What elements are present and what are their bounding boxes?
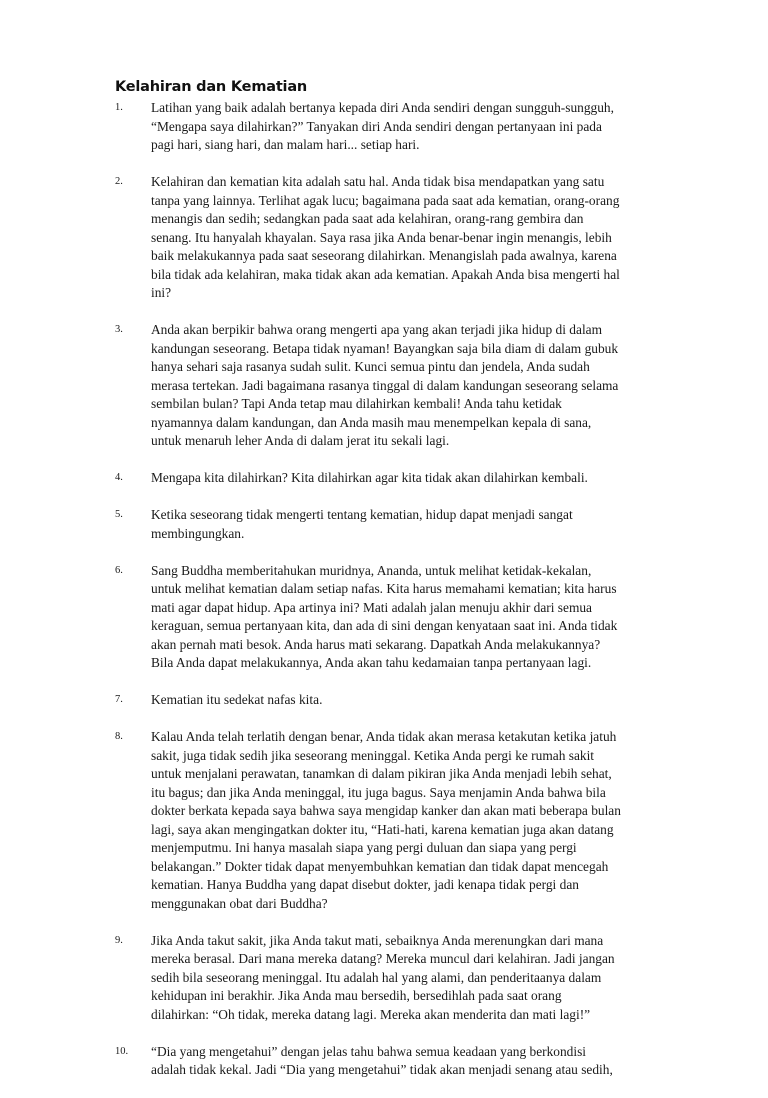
list-item-line: Bila Anda dapat melakukannya, Anda akan tahu kedamaian tanpa pertanyaan lagi. xyxy=(151,655,592,670)
list-item-line: kematian. Hanya Buddha yang dapat disebut dokter, jadi kenapa tidak pergi dan xyxy=(151,877,579,892)
list-item-line: bila tidak ada kelahiran, maka tidak akan ada kematian. Apakah Anda bisa mengerti hal xyxy=(151,266,620,282)
list-item-line: sembilan bulan? Tapi Anda tetap mau dilahirkan kembali! Anda tahu ketidak xyxy=(151,396,562,411)
list-item-line: senang. Itu hanyalah khayalan. Saya rasa jika Anda benar-benar ingin menangis, lebih xyxy=(151,229,612,245)
list-item xyxy=(115,562,655,673)
list-item-line: “Dia yang mengetahui” dengan jelas tahu bahwa semua keadaan yang berkondisi xyxy=(151,1043,587,1059)
list-item-line: Kelahiran dan kematian kita adalah satu hal. Anda tidak bisa mendapatkan yang satu xyxy=(151,174,605,189)
list-item-line: Sang Buddha memberitahukan muridnya, Ananda, untuk melihat ketidak-kekalan, xyxy=(151,562,592,578)
list-item-line: adalah tidak kekal. Jadi “Dia yang mengetahui” tidak akan menjadi senang atau sedih, xyxy=(151,1062,613,1077)
list-item-line: “Mengapa saya dilahirkan?” Tanyakan diri Anda sendiri dengan pertanyaan ini pada xyxy=(151,118,602,134)
list-item-number: 10. xyxy=(115,1045,129,1057)
list-item xyxy=(115,99,655,155)
list-item-line: belakangan.” Dokter tidak dapat menyembuhkan kematian dan tidak dapat mencegah xyxy=(151,858,609,874)
list-item-line: mati agar dapat hidup. Apa artinya ini? Mati adalah jalan menuju akhir dari semua xyxy=(151,599,592,615)
list-item-line: akan pernah mati besok. Anda harus mati sekarang. Dapatkah Anda melakukannya? xyxy=(151,636,601,652)
list-item-line: menjemputmu. Ini hanya masalah siapa yang pergi duluan dan siapa yang pergi xyxy=(151,840,577,855)
list-item xyxy=(115,691,655,710)
list-item-line: pagi hari, siang hari, dan malam hari... setiap hari. xyxy=(151,137,420,152)
list-item-line: ini? xyxy=(151,285,172,300)
list-item-line: Kematian itu sedekat nafas kita. xyxy=(151,692,323,707)
list-item-number: 9. xyxy=(115,934,123,946)
list-item-number: 2. xyxy=(115,176,123,187)
list-item xyxy=(115,1043,655,1080)
list-item-line: Jika Anda takut sakit, jika Anda takut mati, sebaiknya Anda merenungkan dari mana xyxy=(151,932,604,948)
numbered-list xyxy=(115,99,655,1098)
list-item xyxy=(115,932,655,1025)
list-item-number: 8. xyxy=(115,731,123,742)
list-item-number: 6. xyxy=(115,564,123,576)
list-item-line: sedih bila seseorang meninggal. Itu adalah hal yang alami, dan penderitaanya dalam xyxy=(151,969,602,985)
list-item xyxy=(115,469,655,488)
list-item-line: nyamannya dalam kandungan, dan Anda masih mau menempelkan kepala di sana, xyxy=(151,414,592,430)
list-item-number: 5. xyxy=(115,509,123,520)
list-item-line: kandungan seseorang. Betapa tidak nyaman! Bayangkan saja bila diam di dalam gubuk xyxy=(151,340,619,356)
list-item xyxy=(115,506,655,543)
list-item xyxy=(115,173,655,303)
list-item-line: dokter berkata kepada saya bahwa saya mengidap kanker dan akan mati beberapa bulan xyxy=(151,803,621,818)
list-item-number: 4. xyxy=(115,472,123,483)
list-item-line: merasa tertekan. Jadi bagaimana rasanya tinggal di dalam kandungan seseorang selama xyxy=(151,377,619,393)
list-item-line: kehidupan ini berakhir. Jika Anda mau bersedih, bersedihlah pada saat orang xyxy=(151,988,562,1003)
list-item-line: tanpa yang lainnya. Terlihat agak lucu; bagaimana pada saat ada kematian, orang-orang xyxy=(151,192,620,208)
list-item-line: Latihan yang baik adalah bertanya kepada diri Anda sendiri dengan sungguh-sungguh, xyxy=(151,100,614,115)
list-item-line: hanya sehari saja rasanya sudah sulit. Kunci semua pintu dan jendela, Anda sudah xyxy=(151,359,590,374)
list-item-line: untuk menjalani perawatan, tanamkan di dalam pikiran jika Anda menjadi lebih sehat, xyxy=(151,766,612,781)
list-item-line: lagi, saya akan mengingatkan dokter itu, “Hati-hati, karena kematian juga akan datang xyxy=(151,821,614,837)
list-item-number: 3. xyxy=(115,324,123,335)
list-item-line: membingungkan. xyxy=(151,525,245,541)
list-item xyxy=(115,321,655,451)
list-item-number: 1. xyxy=(115,102,123,113)
list-item-line: Ketika seseorang tidak mengerti tentang kematian, hidup dapat menjadi sangat xyxy=(151,507,573,522)
list-item xyxy=(115,728,655,913)
list-item-line: untuk menaruh leher Anda di dalam jerat itu sekali lagi. xyxy=(151,433,450,448)
list-item-line: untuk melihat kematian dalam setiap nafas. Kita harus memahami kematian; kita harus xyxy=(151,581,617,596)
list-item-line: itu bagus; dan jika Anda meninggal, itu juga bagus. Saya menjamin Anda bahwa bila xyxy=(151,784,606,800)
list-item-line: baik melakukannya pada saat seseorang dilahirkan. Menangislah pada awalnya, karena xyxy=(151,248,617,263)
list-item-line: menangis dan sedih; sedangkan pada saat ada kelahiran, orang-rang gembira dan xyxy=(151,211,584,226)
list-item-line: dilahirkan: “Oh tidak, mereka datang lagi. Mereka akan menderita dan mati lagi!” xyxy=(151,1006,591,1022)
list-item-line: Mengapa kita dilahirkan? Kita dilahirkan agar kita tidak akan dilahirkan kembali. xyxy=(151,470,588,485)
list-item-line: menggunakan obat dari Buddha? xyxy=(151,895,328,911)
list-item-line: Anda akan berpikir bahwa orang mengerti apa yang akan terjadi jika hidup di dalam xyxy=(151,322,603,337)
list-item-number: 7. xyxy=(115,694,123,705)
list-item-line: sakit, juga tidak sedih jika seseorang meninggal. Ketika Anda pergi ke rumah sakit xyxy=(151,747,595,763)
document-title: Kelahiran dan Kematian xyxy=(115,79,308,95)
list-item-line: Kalau Anda telah terlatih dengan benar, Anda tidak akan merasa ketakutan ketika jatuh xyxy=(151,729,617,744)
list-item-line: keraguan, semua pertanyaan kita, dan ada di sini dengan kenyataan saat ini. Anda tidak xyxy=(151,618,618,633)
list-item-line: mereka berasal. Dari mana mereka datang? Mereka muncul dari kelahiran. Jadi jangan xyxy=(151,951,615,966)
